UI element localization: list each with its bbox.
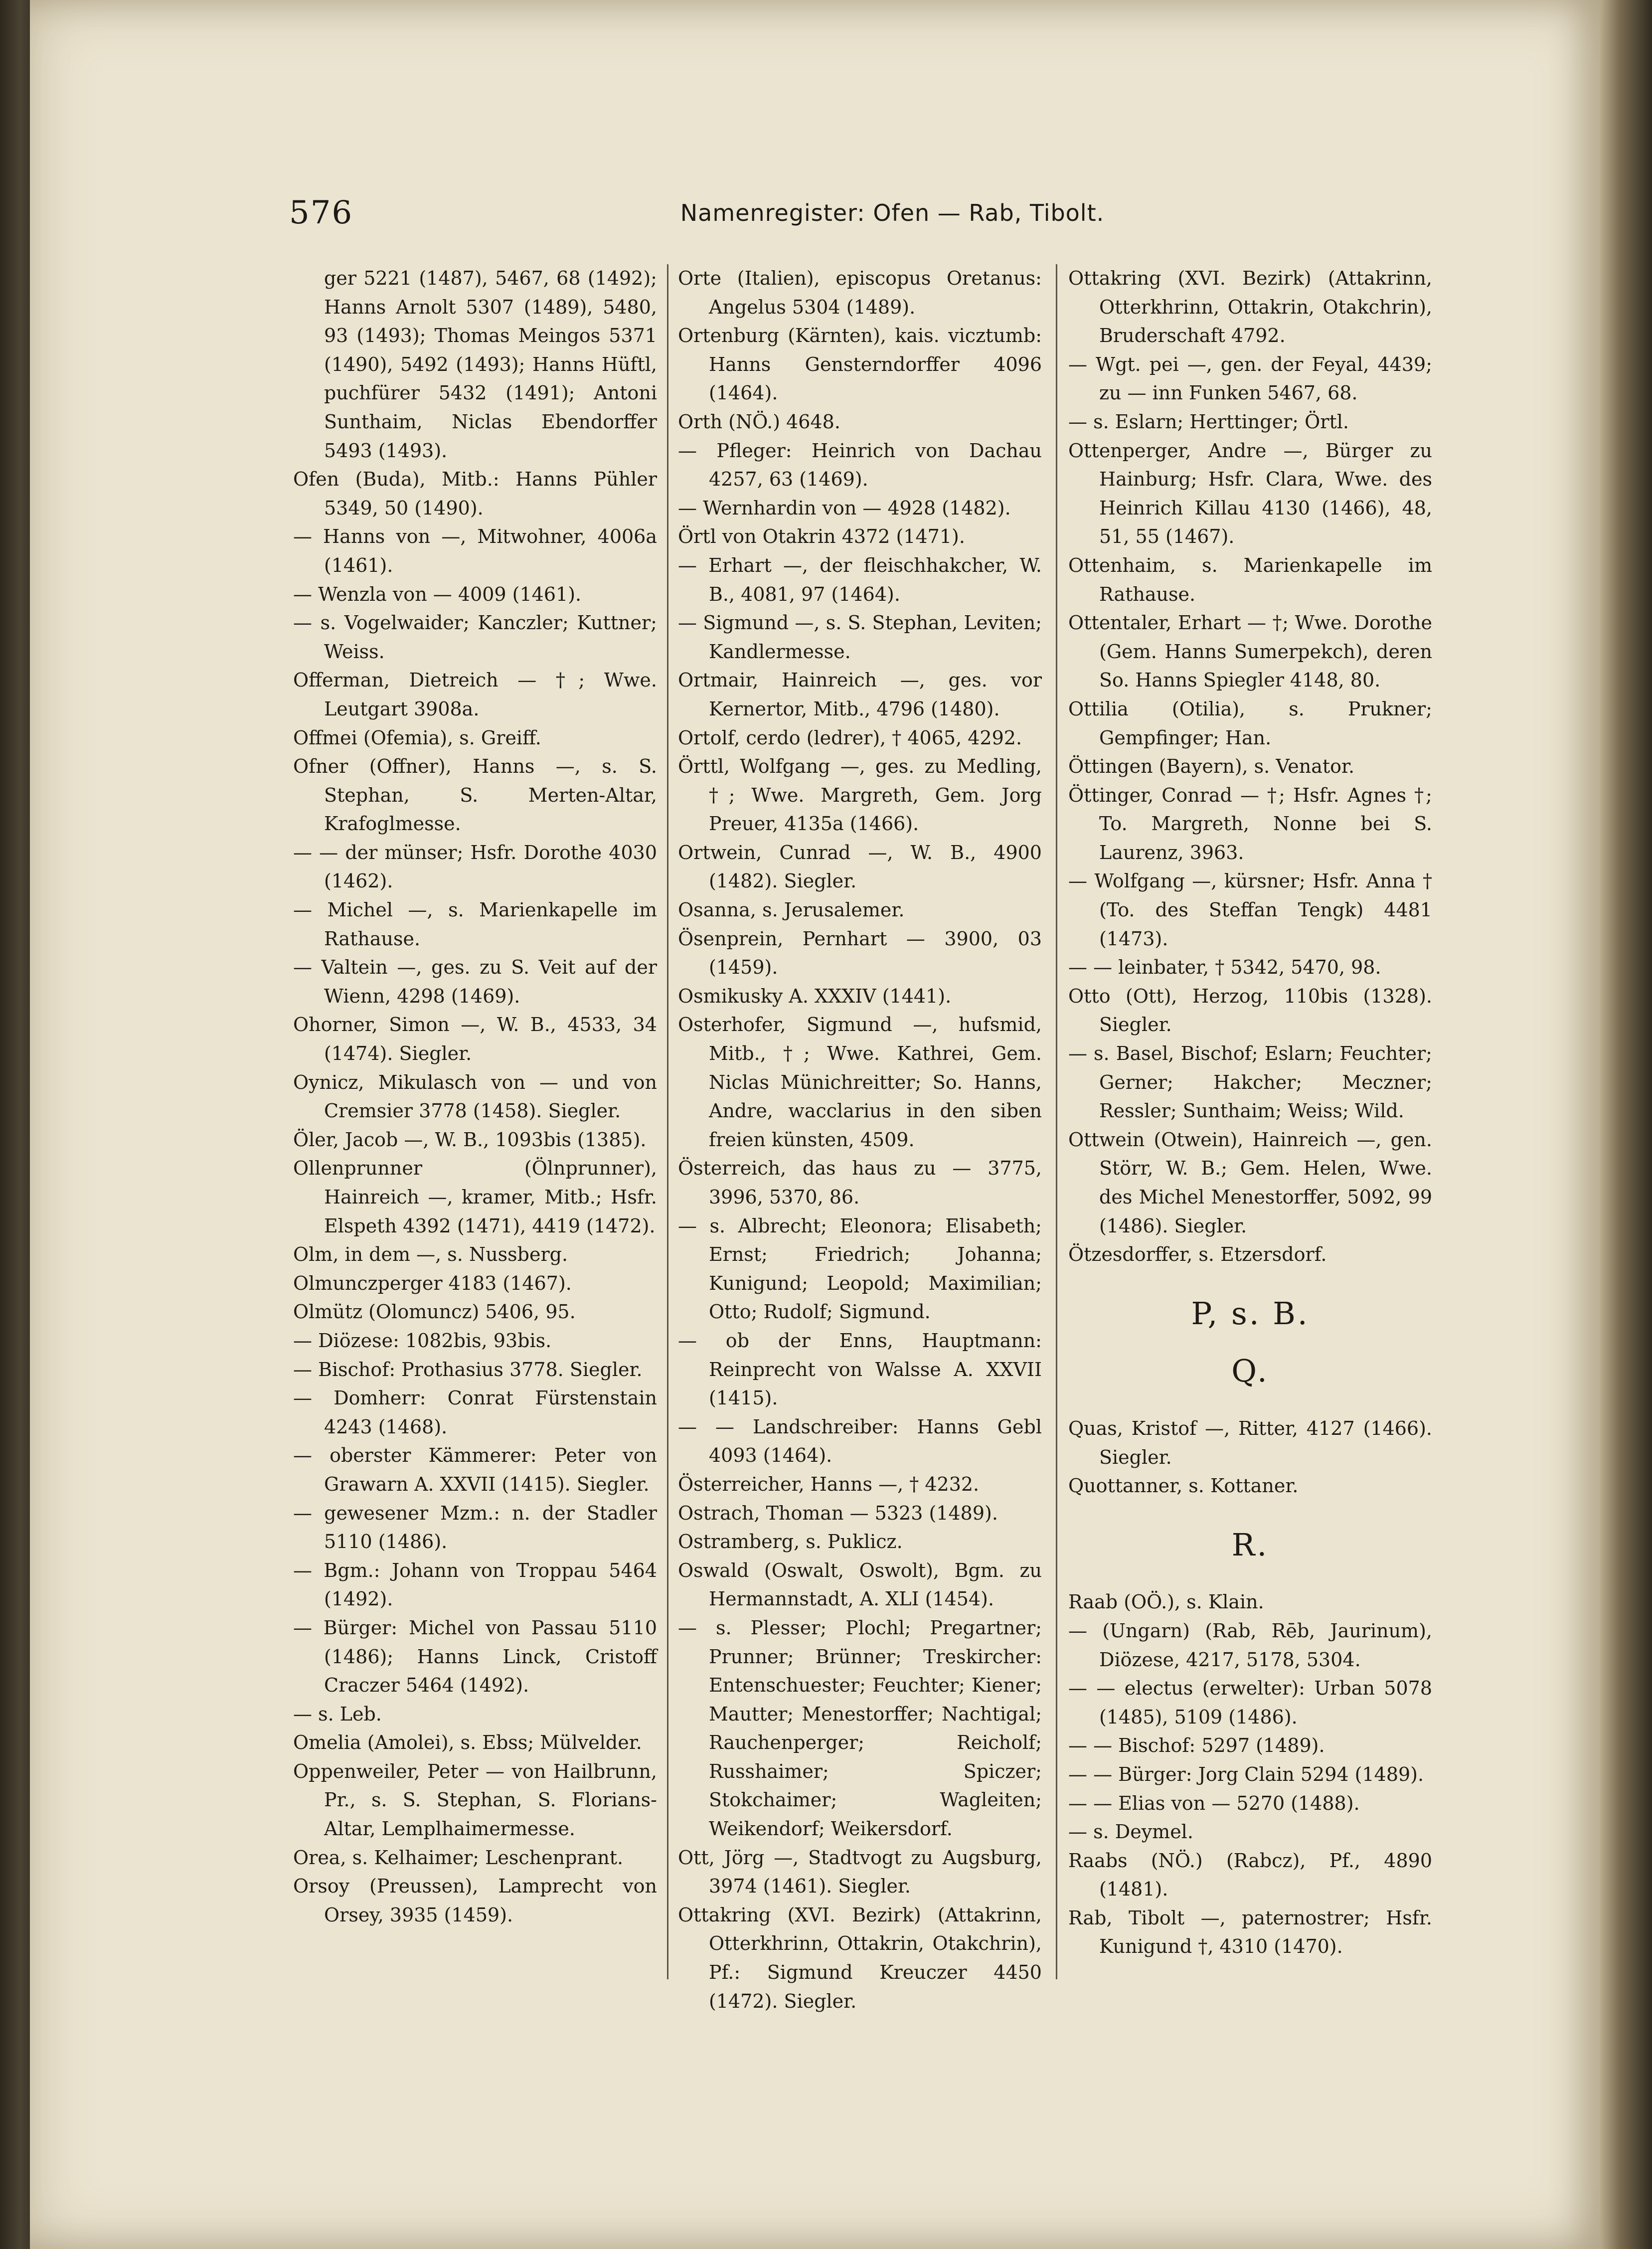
index-entry: — Valtein —, ges. zu S. Veit auf der Wienn, 4298 (1469). (293, 956, 657, 1007)
index-entry: Ostramberg, s. Puklicz. (678, 1531, 903, 1553)
index-entry: — Sigmund —, s. S. Stephan, Leviten; Kandlermesse. (678, 612, 1042, 663)
index-entry: Omelia (Amolei), s. Ebss; Mülvelder. (293, 1731, 642, 1754)
index-entry: — Wgt. pei —, gen. der Feyal, 4439; zu — inn Funken 5467, 68. (1068, 353, 1432, 404)
index-entry: Ottakring (XVI. Bezirk) (Attakrinn, Otterkhrinn, Ottakrin, Otakchrin), Pf.: Sigmund Kreuczer 4450 (1472). Siegler. (678, 1903, 1042, 2012)
index-entry: Ortolf, cerdo (ledrer), † 4065, 4292. (678, 726, 1022, 749)
index-entry: Orea, s. Kelhaimer; Leschenprant. (293, 1846, 624, 1869)
index-entry: Osmikusky A. XXXIV (1441). (678, 985, 952, 1007)
index-entry: — Bürger: Michel von Passau 5110 (1486); Hanns Linck, Cristoff Craczer 5464 (1492). (293, 1616, 657, 1697)
page-header (264, 194, 1520, 239)
index-entry: Offerman, Dietreich — †; Wwe. Leutgart 3908a. (293, 669, 657, 720)
index-entry: — s. Deymel. (1068, 1821, 1193, 1843)
index-entry: Oppenweiler, Peter — von Hailbrunn, Pr., s. S. Stephan, S. Florians-Altar, Lemplhaimermesse. (293, 1760, 657, 1840)
index-column-3 (1068, 264, 1432, 1989)
index-entry: — s. Albrecht; Eleonora; Elisabeth; Ernst; Friedrich; Johanna; Kunigund; Leopold; Maximilian; Otto; Rudolf; Sigmund. (678, 1214, 1042, 1323)
index-entry: Osanna, s. Jerusalemer. (678, 899, 905, 921)
index-entry: Öler, Jacob —, W. B., 1093bis (1385). (293, 1128, 647, 1151)
index-entry: — ob der Enns, Hauptmann: Reinprecht von Walsse A. XXVII (1415). (678, 1329, 1042, 1409)
index-entry: Österreich, das haus zu — 3775, 3996, 5370, 86. (678, 1157, 1042, 1208)
index-entry: — Wolfgang —, kürsner; Hsfr. Anna † (To. des Steffan Tengk) 4481 (1473). (1068, 870, 1432, 950)
index-entry: Ottenhaim, s. Marienkapelle im Rathause. (1068, 554, 1432, 605)
index-entry: Olmunczperger 4183 (1467). (293, 1272, 572, 1294)
index-entry: Quas, Kristof —, Ritter, 4127 (1466). Siegler. (1068, 1417, 1432, 1468)
index-entry: — Hanns von —, Mitwohner, 4006a (1461). (293, 525, 657, 576)
index-entry: — Bgm.: Johann von Troppau 5464 (1492). (293, 1559, 657, 1610)
index-entry: Oswald (Oswalt, Oswolt), Bgm. zu Hermannstadt, A. XLI (1454). (678, 1559, 1042, 1610)
index-entry: Raab (OÖ.), s. Klain. (1068, 1591, 1264, 1613)
index-entry: — (Ungarn) (Rab, Rēb, Jaurinum), Diözese, 4217, 5178, 5304. (1068, 1619, 1432, 1671)
index-entry: Ösenprein, Pernhart — 3900, 03 (1459). (678, 927, 1042, 979)
index-entry: Oynicz, Mikulasch von — und von Cremsier 3778 (1458). Siegler. (293, 1071, 657, 1122)
index-entry: Rab, Tibolt —, paternostrer; Hsfr. Kunigund †, 4310 (1470). (1068, 1906, 1432, 1958)
index-entry: — Erhart —, der fleischhakcher, W. B., 4081, 97 (1464). (678, 554, 1042, 605)
index-entry: — — Elias von — 5270 (1488). (1068, 1792, 1360, 1814)
index-entry: Orth (NÖ.) 4648. (678, 410, 840, 433)
index-entry: Ottakring (XVI. Bezirk) (Attakrinn, Otterkhrinn, Ottakrin, Otakchrin), Bruderschaft 4792. (1068, 267, 1432, 347)
letter-heading: R. (1231, 1526, 1269, 1563)
page-number: 576 (289, 194, 353, 231)
index-entry: Örttl, Wolfgang —, ges. zu Medling, †; Wwe. Margreth, Gem. Jorg Preuer, 4135a (1466). (678, 755, 1042, 835)
index-entry: Ottenperger, Andre —, Bürger zu Hainburg; Hsfr. Clara, Wwe. des Heinrich Killau 4130 (1466), 48, 51, 55 (1467). (1068, 439, 1432, 548)
index-entry: — Wernhardin von — 4928 (1482). (678, 497, 1011, 519)
index-entry: — gewesener Mzm.: n. der Stadler 5110 (1486). (293, 1502, 657, 1553)
index-entry: — Domherr: Conrat Fürstenstain 4243 (1468). (293, 1387, 657, 1438)
index-entry: — Diözese: 1082bis, 93bis. (293, 1329, 552, 1352)
index-entry: — s. Basel, Bischof; Eslarn; Feuchter; Gerner; Hakcher; Meczner; Ressler; Sunthaim; Weiss; Wild. (1068, 1042, 1432, 1122)
index-entry: — — leinbater, † 5342, 5470, 98. (1068, 956, 1381, 979)
index-entry-continuation: ger 5221 (1487), 5467, 68 (1492); Hanns Arnolt 5307 (1489), 5480, 93 (1493); Thomas Meingos 5371 (1490), 5492 (1493); Hanns Hüftl, puchfürer 5432 (1491); Antoni Sunthaim, Niclas Ebendorffer 5493 (1493). (324, 267, 657, 462)
index-entry: — s. Leb. (293, 1703, 382, 1725)
index-entry: — — Bischof: 5297 (1489). (1068, 1734, 1325, 1757)
index-entry: — — Bürger: Jorg Clain 5294 (1489). (1068, 1763, 1424, 1785)
index-entry: — — der münser; Hsfr. Dorothe 4030 (1462). (293, 841, 657, 892)
index-entry: Öttinger, Conrad — †; Hsfr. Agnes †; To. Margreth, Nonne bei S. Laurenz, 3963. (1068, 784, 1432, 864)
index-entry: — Wenzla von — 4009 (1461). (293, 583, 582, 605)
index-entry: Otto (Ott), Herzog, 110bis (1328). Siegler. (1068, 985, 1432, 1036)
page-edge-shadow (1600, 0, 1652, 2249)
index-entry: — — electus (erwelter): Urban 5078 (1485), 5109 (1486). (1068, 1677, 1432, 1728)
index-entry: Ottilia (Otilia), s. Prukner; Gempfinger; Han. (1068, 697, 1432, 749)
index-entry: — — Landschreiber: Hanns Gebl 4093 (1464). (678, 1415, 1042, 1467)
index-entry: Örtl von Otakrin 4372 (1471). (678, 525, 965, 548)
index-column-1 (293, 264, 657, 1989)
index-entry: — Bischof: Prothasius 3778. Siegler. (293, 1358, 643, 1381)
index-entry: Offmei (Ofemia), s. Greiff. (293, 726, 541, 749)
index-entry: Ottentaler, Erhart — †; Wwe. Dorothe (Gem. Hanns Sumerpekch), deren So. Hanns Spiegler 4148, 80. (1068, 612, 1432, 692)
index-entry: Ostrach, Thoman — 5323 (1489). (678, 1502, 998, 1524)
column-divider (1056, 264, 1057, 1979)
index-entry: Ohorner, Simon —, W. B., 4533, 34 (1474). Siegler. (293, 1014, 657, 1065)
running-head: Namenregister: Ofen — Rab, Tibolt. (680, 199, 1105, 226)
letter-heading: P, s. B. (1191, 1295, 1310, 1332)
index-entry: Ofner (Offner), Hanns —, s. S. Stephan, S. Merten-Altar, Krafoglmesse. (293, 755, 657, 835)
index-entry: Osterhofer, Sigmund —, hufsmid, Mitb., †; Wwe. Kathrei, Gem. Niclas Münichreitter; So. Hanns, Andre, wacclarius in den siben freien künsten, 4509. (678, 1014, 1042, 1151)
index-entry: — s. Eslarn; Herttinger; Örtl. (1068, 410, 1349, 433)
index-entry: Ofen (Buda), Mitb.: Hanns Pühler 5349, 50 (1490). (293, 468, 657, 519)
index-entry: Olmütz (Olomuncz) 5406, 95. (293, 1301, 576, 1323)
index-entry: Raabs (NÖ.) (Rabcz), Pf., 4890 (1481). (1068, 1849, 1432, 1901)
letter-heading: Q. (1231, 1353, 1269, 1389)
column-divider (667, 264, 668, 1979)
index-entry: Ott, Jörg —, Stadtvogt zu Augsburg, 3974 (1461). Siegler. (678, 1846, 1042, 1898)
index-entry: Ötzesdorffer, s. Etzersdorf. (1068, 1243, 1327, 1266)
index-entry: Ortenburg (Kärnten), kais. vicztumb: Hanns Gensterndorffer 4096 (1464). (678, 325, 1042, 404)
index-entry: Quottanner, s. Kottaner. (1068, 1475, 1299, 1497)
index-entry: Orte (Italien), episcopus Oretanus: Angelus 5304 (1489). (678, 267, 1042, 318)
index-entry: — s. Plesser; Plochl; Pregartner; Prunner; Brünner; Treskircher: Entenschuester; Feuchter; Kiener; Mautter; Menestorffer; Nachtigal; Rauchenperger; Reicholf; Russhaimer; Spiczer; Stokchaimer; Wagleiten; Weikendorf; Weikersdorf. (678, 1616, 1042, 1840)
index-entry: Öttingen (Bayern), s. Venator. (1068, 755, 1355, 778)
index-entry: — Pfleger: Heinrich von Dachau 4257, 63 (1469). (678, 439, 1042, 491)
index-entry: Olm, in dem —, s. Nussberg. (293, 1243, 568, 1266)
index-entry: — oberster Kämmerer: Peter von Grawarn A. XXVII (1415). Siegler. (293, 1444, 657, 1495)
index-entry: Orsoy (Preussen), Lamprecht von Orsey, 3935 (1459). (293, 1875, 657, 1926)
index-entry: Ottwein (Otwein), Hainreich —, gen. Störr, W. B.; Gem. Helen, Wwe. des Michel Menestorffer, 5092, 99 (1486). Siegler. (1068, 1128, 1432, 1237)
index-entry: Ollenprunner (Ölnprunner), Hainreich —, kramer, Mitb.; Hsfr. Elspeth 4392 (1471), 4419 (1472). (293, 1157, 657, 1237)
index-entry: — s. Vogelwaider; Kanczler; Kuttner; Weiss. (293, 612, 657, 663)
index-entry: — Michel —, s. Marienkapelle im Rathause. (293, 899, 657, 950)
index-entry: Ortwein, Cunrad —, W. B., 4900 (1482). Siegler. (678, 841, 1042, 892)
index-entry: Österreicher, Hanns —, † 4232. (678, 1473, 980, 1495)
index-entry: Ortmair, Hainreich —, ges. vor Kernertor, Mitb., 4796 (1480). (678, 669, 1042, 720)
index-column-2 (678, 264, 1042, 2012)
